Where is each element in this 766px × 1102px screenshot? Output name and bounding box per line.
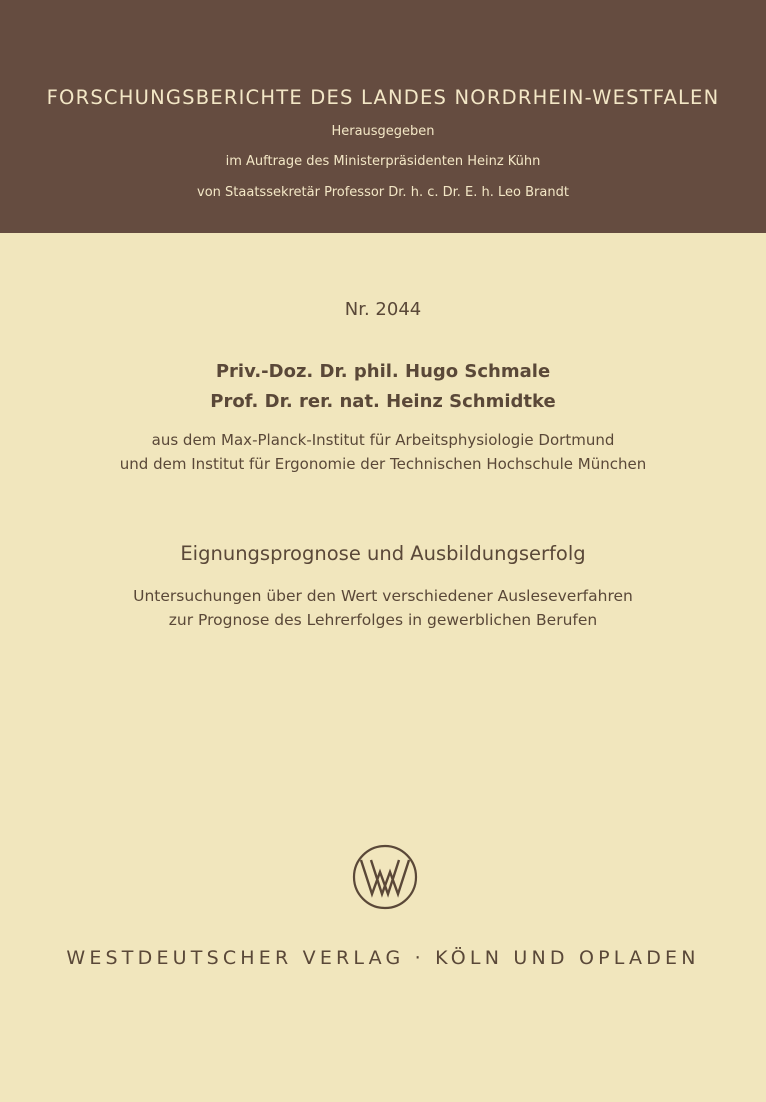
editor-line-2: im Auftrage des Ministerpräsidenten Heinz Kühn xyxy=(225,154,541,169)
editor-line-3: von Staatssekretär Professor Dr. h. c. Dr. E. h. Leo Brandt xyxy=(197,185,569,200)
institution-line-1: aus dem Max-Planck-Institut für Arbeitsphysiologie Dortmund xyxy=(151,431,615,449)
subtitle-line-2: zur Prognose des Lehrerfolges in gewerblichen Berufen xyxy=(168,611,598,629)
author-2: Prof. Dr. rer. nat. Heinz Schmidtke xyxy=(210,391,556,412)
institution-line-2: und dem Institut für Ergonomie der Technischen Hochschule München xyxy=(119,455,647,473)
cover-header-band xyxy=(0,0,766,233)
subtitle-line-1: Untersuchungen über den Wert verschiedener Ausleseverfahren xyxy=(133,587,633,605)
report-number: Nr. 2044 xyxy=(344,299,422,320)
author-1: Priv.-Doz. Dr. phil. Hugo Schmale xyxy=(215,361,551,382)
wv-publisher-logo-icon xyxy=(352,844,418,910)
series-title: FORSCHUNGSBERICHTE DES LANDES NORDRHEIN-WESTFALEN xyxy=(46,86,720,109)
book-title: Eignungsprognose und Ausbildungserfolg xyxy=(180,542,586,565)
publisher-line: WESTDEUTSCHER VERLAG · KÖLN UND OPLADEN xyxy=(66,947,700,969)
editor-line-1: Herausgegeben xyxy=(331,124,435,139)
